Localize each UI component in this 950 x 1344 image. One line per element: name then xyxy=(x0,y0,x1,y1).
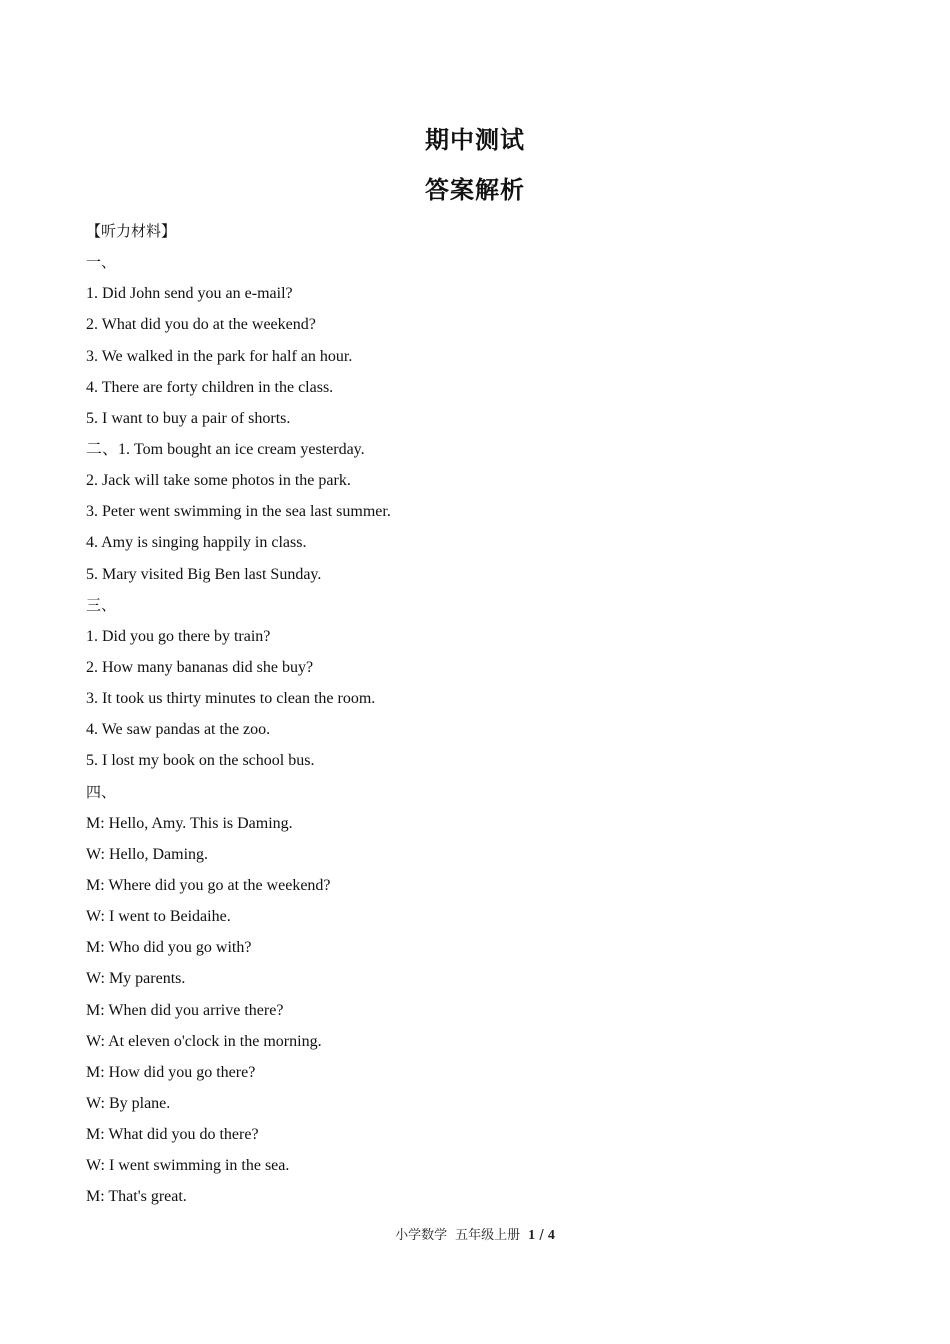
section-heading: 【听力材料】 xyxy=(86,222,177,240)
text-line: 1. Did you go there by train? xyxy=(86,627,271,645)
text-line: 1. Did John send you an e‐mail? xyxy=(86,285,293,303)
text-line: 3. It took us thirty minutes to clean the room. xyxy=(86,690,376,708)
text-line: 2. Jack will take some photos in the park. xyxy=(86,472,351,490)
text-line: 四、 xyxy=(86,782,117,801)
document-subtitle: 答案解析 xyxy=(425,176,525,204)
text-line: 5. Mary visited Big Ben last Sunday. xyxy=(86,565,322,583)
page-number: 1 xyxy=(528,1228,536,1243)
text-line: M: When did you arrive there? xyxy=(86,1001,284,1019)
document-title: 期中测试 xyxy=(425,126,525,154)
text-line: 4. We saw pandas at the zoo. xyxy=(86,721,271,739)
footer-grade: 五年级上册 xyxy=(455,1228,521,1243)
text-line: 5. I want to buy a pair of shorts. xyxy=(86,409,291,427)
text-line: 2. What did you do at the weekend? xyxy=(86,316,316,334)
page-separator: / xyxy=(539,1228,544,1243)
text-line: M: That's great. xyxy=(86,1188,187,1206)
text-line: 3. Peter went swimming in the sea last summer. xyxy=(86,503,391,521)
text-line: M: Who did you go with? xyxy=(86,939,252,957)
text-line: W: My parents. xyxy=(86,970,186,988)
page-footer xyxy=(0,1226,950,1246)
text-line: 3. We walked in the park for half an hour. xyxy=(86,347,353,365)
text-line: M: Where did you go at the weekend? xyxy=(86,876,331,894)
text-line: 4. Amy is singing happily in class. xyxy=(86,534,307,552)
page-total: 4 xyxy=(547,1228,555,1243)
text-line: 4. There are forty children in the class. xyxy=(86,378,334,396)
text-line: W: I went swimming in the sea. xyxy=(86,1157,290,1175)
text-line: W: Hello, Daming. xyxy=(86,845,209,863)
text-line: W: By plane. xyxy=(86,1094,171,1112)
text-line: 2. How many bananas did she buy? xyxy=(86,658,314,676)
text-line: M: Hello, Amy. This is Daming. xyxy=(86,814,293,832)
text-line: 5. I lost my book on the school bus. xyxy=(86,752,315,770)
text-line: 三、 xyxy=(86,595,117,614)
document-body xyxy=(86,216,886,1213)
text-line: W: At eleven o'clock in the morning. xyxy=(86,1032,322,1050)
text-line: W: I went to Beidaihe. xyxy=(86,908,231,926)
text-line: 二、1. Tom bought an ice cream yesterday. xyxy=(86,440,365,458)
text-line: M: What did you do there? xyxy=(86,1126,259,1144)
footer-subject: 小学数学 xyxy=(395,1228,448,1243)
text-line: M: How did you go there? xyxy=(86,1063,256,1081)
text-line: 一、 xyxy=(86,253,117,272)
